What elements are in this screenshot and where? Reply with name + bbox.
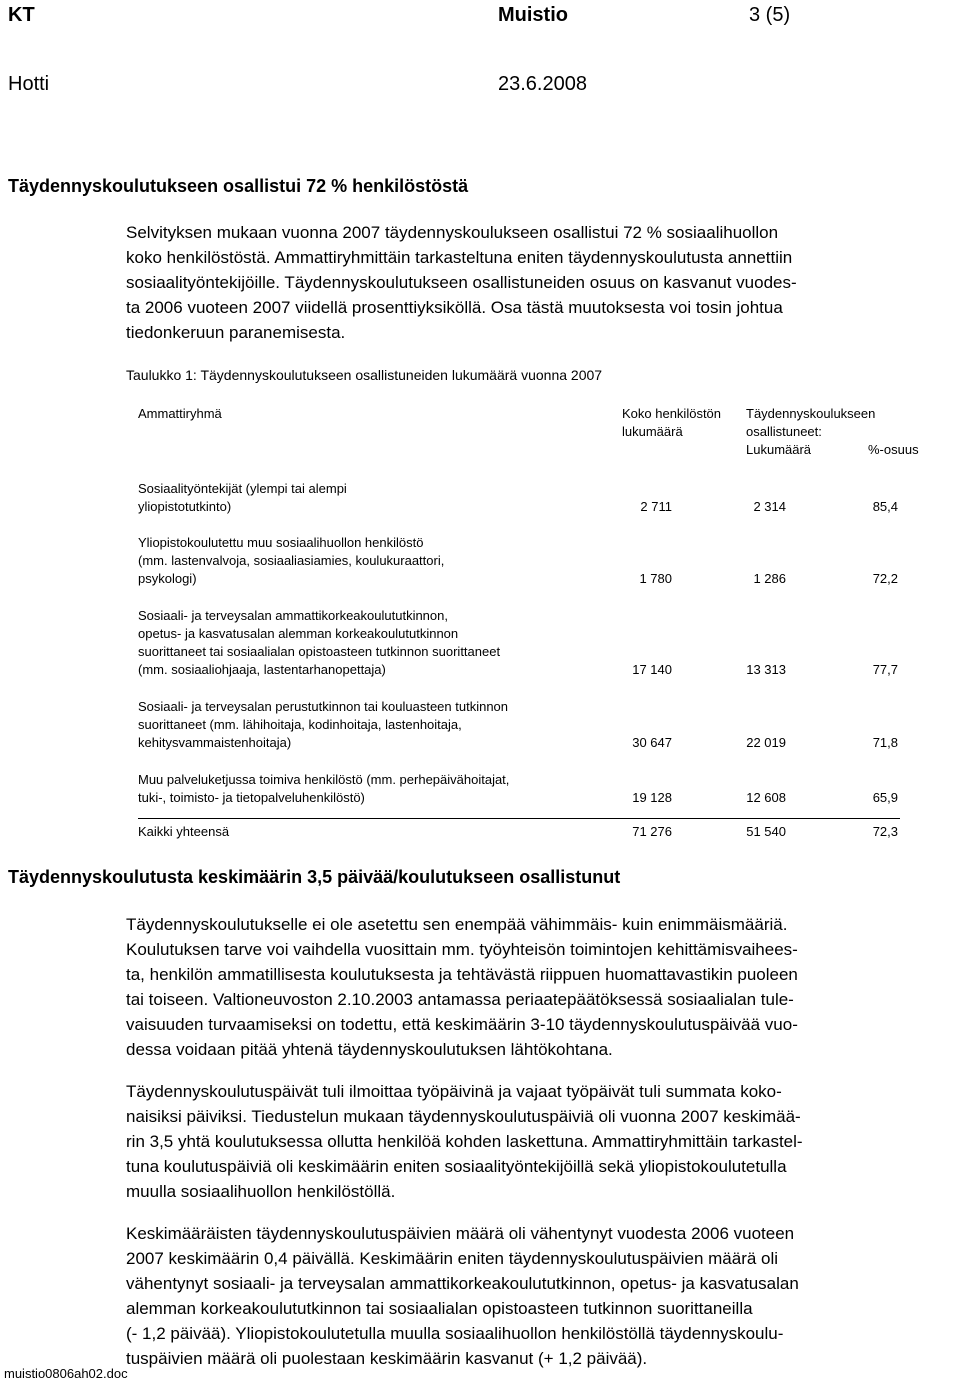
paragraph-line: sosiaalityöntekijöille. Täydennyskoulutukseen osallistuneiden osuus on kasvanut vuodes- [126,273,797,292]
paragraph-line: muulla sosiaalihuollon henkilöstöllä. [126,1182,396,1201]
row-label-line: suorittaneet (mm. lähihoitaja, kodinhoitaja, lastenhoitaja, [138,717,462,732]
paragraph-line: naisiksi päiviksi. Tiedustelun mukaan täydennyskoulutuspäiviä oli vuonna 2007 keskimää- [126,1107,801,1126]
row-total-value: 30 647 [632,735,672,750]
table-row-label [138,771,509,807]
row-label-line: (mm. sosiaaliohjaaja, lastentarhanopettaja) [138,662,386,677]
table-total-divider [138,818,900,819]
paragraph-line: dessa voidaan pitää yhtenä täydennyskoulutuksen lähtökohtana. [126,1040,613,1059]
total-value: 71 276 [632,824,672,839]
document-date: 23.6.2008 [498,73,587,95]
row-label-line: Sosiaalityöntekijät (ylempi tai alempi [138,481,347,496]
paragraph-line: vähentynyt sosiaali- ja terveysalan ammattikorkeakoulututkinnon, opetus- ja kasvatusalan [126,1274,799,1293]
row-label-line: Yliopistokoulutettu muu sosiaalihuollon henkilöstö [138,535,424,550]
page-number: 3 (5) [749,4,791,26]
row-label-line: opetus- ja kasvatusalan alemman korkeakoulututkinnon [138,626,459,641]
total-count-value: 51 540 [746,824,786,839]
paragraph-line: rin 3,5 yhtä koulutuksessa ollutta henkilöä kohden laskettuna. Ammattiryhmittäin tarkastel- [126,1132,803,1151]
section1-paragraph [126,220,797,345]
paragraph-line: (- 1,2 päivää). Yliopistokoulutetulla muulla sosiaalihuollon henkilöstöllä täydennyskoulu- [126,1324,784,1343]
paragraph-line: vaisuuden turvaamiseksi on todettu, että keskimäärin 3-10 täydennyskoulutuspäivää vuo- [126,1015,798,1034]
paragraph-line: tai toiseen. Valtioneuvoston 2.10.2003 antamassa periaatepäätöksessä sosiaalialan tule- [126,990,794,1009]
row-label-line: Muu palveluketjussa toimiva henkilöstö (mm. perhepäivähoitajat, [138,772,510,787]
paragraph-line: tiedonkeruun paranemisesta. [126,323,346,342]
document-type: Muistio [498,4,568,26]
row-count-value: 1 286 [753,571,786,586]
paragraph-line: ta, henkilön ammatillisesta koulutuksesta ja tehtävästä riippuen huomattavastikin puoleen [126,965,798,984]
section-title-days: Täydennyskoulutusta keskimäärin 3,5 päivää/koulutukseen osallistunut [8,867,621,887]
paragraph-line: ta 2006 vuoteen 2007 viidellä prosenttiyksiköllä. Osa tästä muutoksesta voi tosin johtua [126,298,783,317]
row-label-line: Sosiaali- ja terveysalan ammattikorkeakoulututkinnon, [138,608,448,623]
paragraph-line: Selvityksen mukaan vuonna 2007 täydennyskoulukseen osallistui 72 % sosiaalihuollon [126,223,779,242]
row-label-line: tuki-, toimisto- ja tietopalveluhenkilöstö) [138,790,365,805]
table-header-percent: %-osuus [868,442,919,457]
table-row-label [138,607,500,679]
author: Hotti [8,73,50,95]
row-total-value: 19 128 [632,790,672,805]
paragraph-line: Keskimääräisten täydennyskoulutuspäivien määrä oli vähentynyt vuodesta 2006 vuoteen [126,1224,795,1243]
row-total-value: 2 711 [640,499,672,514]
row-label-line: (mm. lastenvalvoja, sosiaaliasiamies, koulukuraattori, [138,553,445,568]
paragraph-line: tuspäivien määrä oli puolestaan keskimäärin kasvanut (+ 1,2 päivää). [126,1349,648,1368]
table-row-label [138,480,347,516]
header-line: osallistuneet: [746,424,822,439]
table-header-count: Lukumäärä [746,442,812,457]
table-total-label: Kaikki yhteensä [138,824,230,839]
table-header-participants [746,405,875,441]
paragraph-line: 2007 keskimäärin 0,4 päivällä. Keskimäärin eniten täydennyskoulutuspäivien määrä oli [126,1249,779,1268]
row-label-line: suorittaneet tai sosiaalialan opistoasteen tutkinnon suorittaneet [138,644,501,659]
table-header-group: Ammattiryhmä [138,406,222,421]
row-total-value: 17 140 [632,662,672,677]
row-count-value: 12 608 [746,790,786,805]
row-count-value: 2 314 [753,499,786,514]
row-label-line: yliopistotutkinto) [138,499,232,514]
row-count-value: 13 313 [746,662,786,677]
paragraph-line: alemman korkeakoulututkinnon tai sosiaalialan opistoasteen tutkinnon suorittaneilla [126,1299,753,1318]
table-header-total [622,405,721,441]
table-row-label [138,534,444,588]
paragraph-line: Täydennyskoulutukselle ei ole asetettu sen enempää vähimmäis- kuin enimmäismääriä. [126,915,788,934]
row-percent-value: 71,8 [872,735,898,750]
row-percent-value: 72,2 [872,571,898,586]
row-percent-value: 65,9 [872,790,898,805]
row-percent-value: 85,4 [872,499,898,514]
row-percent-value: 77,7 [872,662,898,677]
section-title-participation: Täydennyskoulutukseen osallistui 72 % henkilöstöstä [8,176,469,196]
paragraph-line: Koulutuksen tarve voi vaihdella vuosittain mm. työyhteisön toimintojen kehittämisvaihees- [126,940,798,959]
row-label-line: kehitysvammaistenhoitaja) [138,735,292,750]
row-label-line: psykologi) [138,571,197,586]
paragraph-line: tuna koulutuspäiviä oli keskimäärin eniten sosiaalityöntekijöillä sekä yliopistokoulutetulla [126,1157,787,1176]
table-caption: Taulukko 1: Täydennyskoulutukseen osallistuneiden lukumäärä vuonna 2007 [126,367,603,383]
table-row-label [138,698,508,752]
header-line: lukumäärä [622,424,683,439]
row-label-line: Sosiaali- ja terveysalan perustutkinnon tai kouluasteen tutkinnon [138,699,509,714]
footer-filename: muistio0806ah02.doc [4,1366,128,1381]
header-line: Koko henkilöstön [622,406,722,421]
paragraph-line: koko henkilöstöstä. Ammattiryhmittäin tarkasteltuna eniten täydennyskoulutusta annettiin [126,248,793,267]
row-count-value: 22 019 [746,735,786,750]
section2-paragraph-1 [126,912,798,1062]
total-percent-value: 72,3 [872,824,898,839]
header-line: Täydennyskoulukseen [746,406,876,421]
section2-paragraph-2 [126,1079,803,1204]
row-total-value: 1 780 [639,571,672,586]
org-abbreviation: KT [8,4,35,26]
paragraph-line: Täydennyskoulutuspäivät tuli ilmoittaa työpäivinä ja vajaat työpäivät tuli summata koko- [126,1082,782,1101]
section2-paragraph-3 [126,1221,799,1371]
